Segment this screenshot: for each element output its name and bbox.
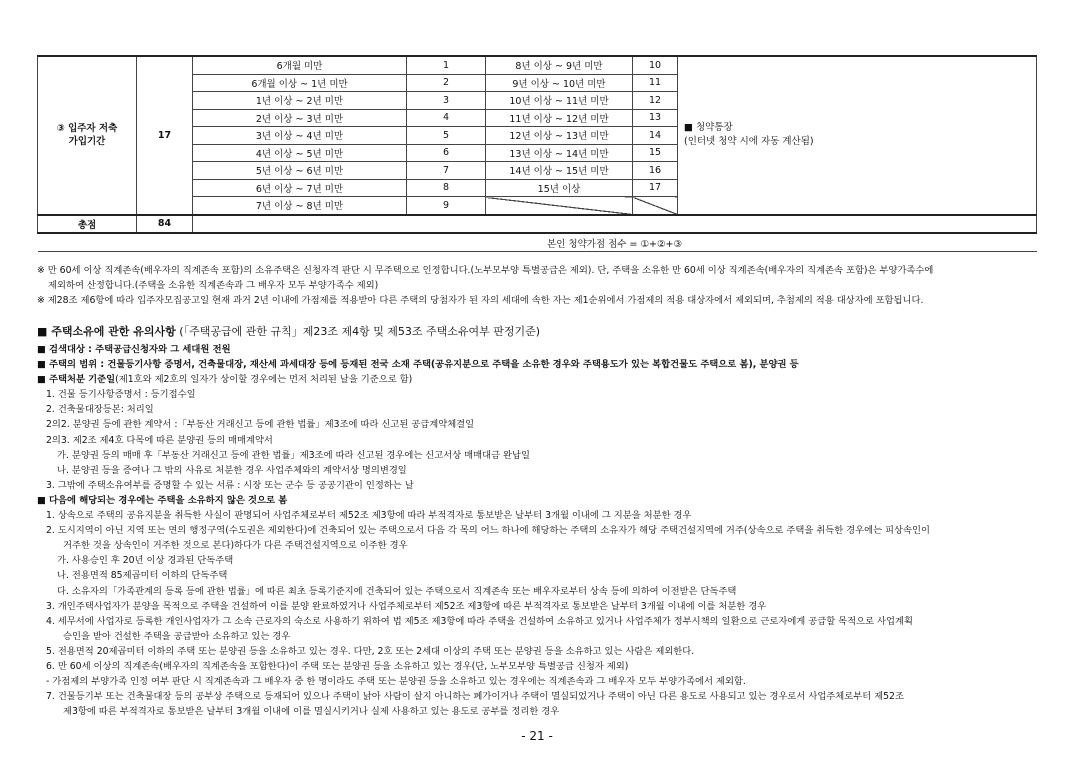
housing-ownership-section [37, 323, 1042, 719]
list-item: 3. 개인주택사업자가 분양을 목적으로 주택을 건설하여 이를 분양 완료하였거나 사업주체로부터 제52조 제3항에 따른 부적격자로 통보받은 날부터 3개월 이내에 이를 처분한 경우 [46, 600, 767, 612]
total-points: 84 [137, 215, 193, 234]
period-cell: 3년 이상 ~ 4년 미만 [193, 127, 407, 145]
list-item: ■ 검색대상 : 주택공급신청자와 그 세대원 전원 [37, 344, 231, 355]
section-title-rest: (「주택공급에 관한 규칙」제23조 제4항 및 제53조 주택소유여부 판정기준) [175, 325, 541, 338]
list-item: 거주한 것을 상속인이 거주한 것으로 본다)하다가 다른 주택건설지역으로 이주한 경우 [63, 540, 408, 552]
period-cell [486, 197, 633, 215]
section-title-bold: ■ 주택소유에 관한 유의사항 [37, 325, 176, 338]
list-item: 승인을 받아 건설한 주택을 공급받아 소유하고 있는 경우 [63, 630, 291, 642]
list-item-rest: (제1호와 제2호의 일자가 상이할 경우에는 먼저 처리된 날을 기준으로 함) [115, 374, 413, 386]
notes-block [37, 263, 1037, 308]
list-item: 가. 분양권 등의 매매 후「부동산 거래신고 등에 관한 법률」제3조에 따라 신고된 경우에는 신고서상 매매대금 완납일 [57, 449, 530, 461]
points-cell: 9 [407, 197, 486, 215]
list-item: 1. 건물 등기사항증명서 : 등기접수일 [46, 389, 196, 401]
points-cell: 17 [633, 179, 678, 197]
list-item: - 가점제의 부양가족 인정 여부 판단 시 직계존속과 그 배우자 중 한 명이라도 주택 또는 분양권 등을 소유하고 있는 경우에는 직계존속과 그 배우자 모두 부양가족에서 제외함. [46, 676, 746, 688]
period-cell: 13년 이상 ~ 14년 미만 [486, 144, 633, 162]
points-cell [633, 197, 678, 215]
period-cell: 6년 이상 ~ 7년 미만 [193, 179, 407, 197]
period-cell: 11년 이상 ~ 12년 미만 [486, 109, 633, 127]
list-item: 6. 만 60세 이상의 직계존속(배우자의 직계존속을 포함한다)이 주택 또는 분양권 등을 소유하고 있는 경우(단, 노부모부양 특별공급 신청자 제외) [46, 660, 629, 672]
formula-blank [38, 233, 193, 252]
list-item: 3. 그밖에 주택소유여부를 증명할 수 있는 서류 : 시장 또는 군수 등 공공기관이 인정하는 날 [46, 479, 414, 491]
points-cell: 4 [407, 109, 486, 127]
points-cell: 7 [407, 162, 486, 180]
list-item: ■ 주택의 범위 : 건물등기사항 증명서, 건축물대장, 재산세 과세대장 등에 등재된 전국 소재 주택(공유지분으로 주택을 소유한 경우와 주택용도가 있는 복합건물도 주택으로 봄), 분양권 등 [37, 359, 799, 371]
period-cell: 6개월 미만 [193, 56, 407, 74]
list-item-bold: ■ 주택처분 기준일 [37, 374, 116, 386]
period-cell: 8년 이상 ~ 9년 미만 [486, 56, 633, 74]
list-item [37, 372, 1042, 387]
list-item: 2의3. 제2조 제4호 다목에 따른 분양권 등의 매매계약서 [46, 434, 273, 446]
note-line: ※ 만 60세 이상 직계존속(배우자의 직계존속 포함)의 소유주택은 신청자격 판단 시 무주택으로 인정합니다.(노부모부양 특별공급은 제외). 단, 주택을 소유한 만 60세 이상 직계존속(배우자의 직계존속 포함)은 부양가족수에 [37, 265, 934, 276]
list-item: 4. 세무서에 사업자로 등록한 개인사업자가 그 소속 근로자의 숙소로 사용하기 위하여 법 제5조 제3항에 따라 주택을 건설하여 소유하고 있거나 사업주체가 정부시책의 일환으로 근로자에게 공급할 목적으로 사업계획 [46, 615, 913, 627]
list-item: ■ 다음에 해당되는 경우에는 주택을 소유하지 않은 것으로 봄 [37, 494, 288, 506]
list-item: 나. 분양권 등을 증여나 그 밖의 사유로 처분한 경우 사업주체와의 계약서상 명의변경일 [57, 464, 407, 476]
period-cell: 14년 이상 ~ 15년 미만 [486, 162, 633, 180]
points-cell: 3 [407, 92, 486, 110]
period-cell: 15년 이상 [486, 179, 633, 197]
period-cell: 10년 이상 ~ 11년 미만 [486, 92, 633, 110]
points-cell: 6 [407, 144, 486, 162]
period-cell: 6개월 이상 ~ 1년 미만 [193, 74, 407, 92]
period-cell: 2년 이상 ~ 3년 미만 [193, 109, 407, 127]
points-cell: 10 [633, 56, 678, 74]
points-cell: 8 [407, 179, 486, 197]
points-cell: 16 [633, 162, 678, 180]
points-cell: 1 [407, 56, 486, 74]
points-cell: 15 [633, 144, 678, 162]
list-item: 5. 전용면적 20제곱미터 이하의 주택 또는 분양권 등을 소유하고 있는 경우. 다만, 2호 또는 2세대 이상의 주택 또는 분양권 등을 소유하고 있는 사람은 제외한다. [46, 645, 695, 657]
period-cell: 7년 이상 ~ 8년 미만 [193, 197, 407, 215]
points-cell: 5 [407, 127, 486, 145]
category-points-cell: 17 [137, 56, 193, 215]
page-number: - 21 - [521, 729, 553, 743]
list-item: 제3항에 따른 부적격자로 통보받은 날부터 3개월 이내에 이를 멸실시키거나 실제 사용하고 있는 용도로 공부를 정리한 경우 [63, 706, 560, 718]
period-cell: 4년 이상 ~ 5년 미만 [193, 144, 407, 162]
list-item: 나. 전용면적 85제곱미터 이하의 단독주택 [57, 570, 228, 582]
score-table [37, 55, 1037, 252]
points-cell: 12 [633, 92, 678, 110]
score-table-body [38, 56, 1037, 252]
note-cell: ■ 청약통장 (인터넷 청약 시에 자동 계산됨) [678, 56, 1037, 215]
category-cell: ③ 입주자 저축 가입기간 [38, 56, 137, 215]
points-cell: 14 [633, 127, 678, 145]
points-cell: 11 [633, 74, 678, 92]
list-item: 2의2. 분양권 등에 관한 계약서 :「부동산 거래신고 등에 관한 법률」제3조에 따라 신고된 공급계약체결일 [46, 419, 475, 431]
note-line: ※ 제28조 제6항에 따라 입주자모집공고일 현재 과거 2년 이내에 가점제를 적용받아 다른 주택의 당첨자가 된 자의 세대에 속한 자는 제1순위에서 가점제의 적용 대상자에서 제외되며, 추첨제의 적용 대상자에 포함됩니다. [37, 295, 924, 306]
total-row [38, 215, 1037, 234]
formula-text: 본인 청약가점 점수 = ①+②+③ [193, 233, 1037, 252]
period-cell: 5년 이상 ~ 6년 미만 [193, 162, 407, 180]
list-item: 1. 상속으로 주택의 공유지분을 취득한 사실이 판명되어 사업주체로부터 제52조 제3항에 따라 부적격자로 통보받은 날부터 3개월 이내에 그 지분을 처분한 경우 [46, 510, 692, 522]
list-item: 다. 소유자의「가족관계의 등록 등에 관한 법률」에 따른 최초 등록기준지에 건축되어 있는 주택으로서 직계존속 또는 배우자로부터 상속 등에 의하여 이전받은 단독주택 [57, 585, 737, 597]
note-line: 제외하여 산정합니다.(주택을 소유한 직계존속과 그 배우자 모두 부양가족수 제외) [48, 280, 379, 291]
list-item: 가. 사용승인 후 20년 이상 경과된 단독주택 [57, 555, 234, 567]
period-cell: 12년 이상 ~ 13년 미만 [486, 127, 633, 145]
period-cell: 1년 이상 ~ 2년 미만 [193, 92, 407, 110]
table-row [38, 56, 1037, 74]
list-item: 2. 도시지역이 아닌 지역 또는 면의 행정구역(수도권은 제외한다)에 건축되어 있는 주택으로서 다음 각 목의 어느 하나에 해당하는 주택의 소유자가 해당 주택건설지역에 거주(상속으로 주택을 취득한 경우에는 피상속인이 [46, 525, 930, 537]
points-cell: 2 [407, 74, 486, 92]
total-label: 총점 [38, 215, 137, 234]
points-cell: 13 [633, 109, 678, 127]
section-title [37, 323, 1042, 341]
list-item: 2. 건축물대장등본: 처리일 [46, 404, 154, 416]
total-spacer [193, 215, 1037, 234]
list-item: 7. 건물등기부 또는 건축물대장 등의 공부상 주택으로 등재되어 있으나 주택이 낡아 사람이 살지 아니하는 폐가이거나 주택이 멸실되었거나 주택이 아닌 다른 용도로 사용되고 있는 경우로서 사업주체로부터 제52조 [46, 691, 904, 703]
formula-row [38, 233, 1037, 252]
period-cell: 9년 이상 ~ 10년 미만 [486, 74, 633, 92]
